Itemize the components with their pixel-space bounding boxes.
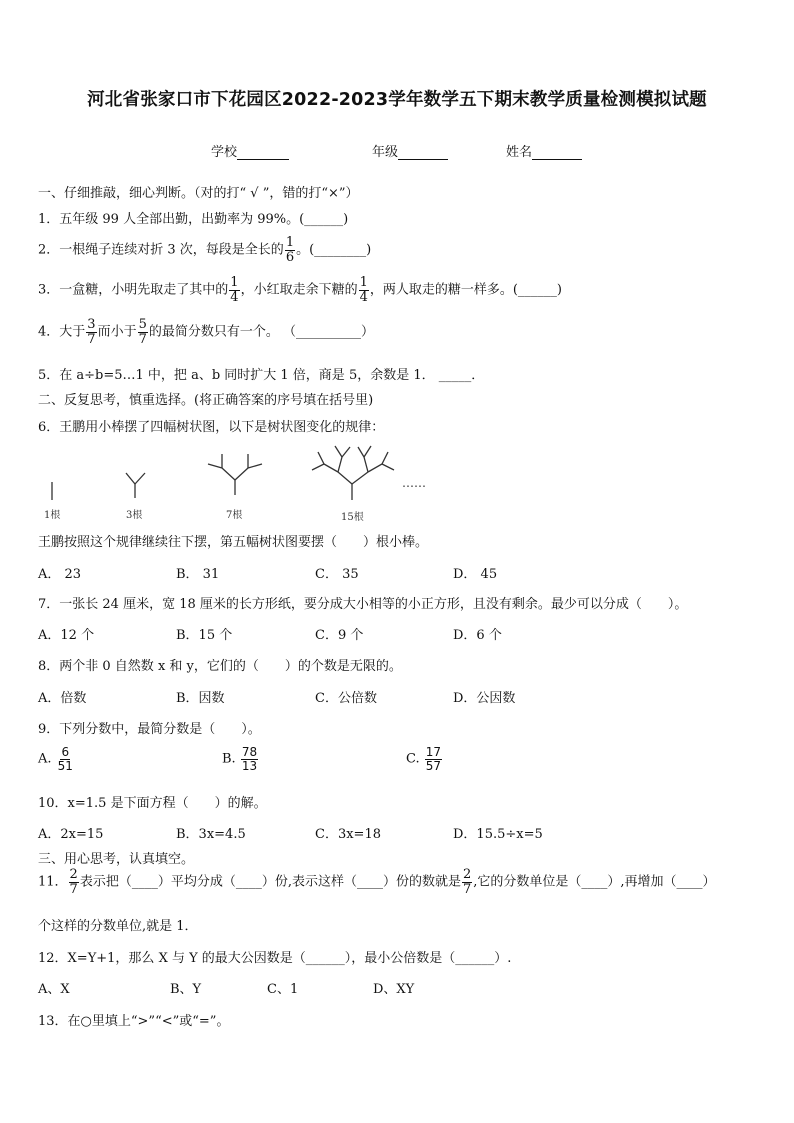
numerator: 3	[87, 317, 96, 332]
name-label: 姓名	[506, 145, 533, 160]
grade-label: 年级	[372, 145, 399, 160]
question-7: 7．一张长 24 厘米，宽 18 厘米的长方形纸，要分成大小相等的小正方形，且没有剩余。最少可以分成（ ）。	[38, 597, 688, 612]
q9-option-a[interactable]	[38, 746, 75, 772]
q8-option-a[interactable]: A．倍数	[38, 691, 87, 706]
q4-text-c: 的最简分数只有一个。 （__________）	[148, 324, 374, 340]
tree-1-label: 1根	[44, 510, 61, 521]
denominator: 6	[285, 249, 295, 265]
q6-option-a[interactable]: A． 23	[38, 567, 82, 582]
section-1-heading: 一、仔细推敲，细心判断。（对的打“ √ ”，错的打“×”）	[38, 186, 359, 201]
q8-option-b[interactable]: B．因数	[176, 691, 225, 706]
grade-blank[interactable]	[398, 159, 448, 160]
question-5: 5．在 a÷b=5…1 中，把 a、b 同时扩大 1 倍，商是 5，余数是 1． _____．	[38, 368, 485, 383]
q10-option-b[interactable]: B．3x=4.5	[176, 827, 246, 842]
q10-option-d[interactable]: D．15.5÷x=5	[453, 827, 543, 842]
numerator: 1	[285, 235, 295, 250]
question-13: 13．在○里填上“>”“<”或“=”。	[38, 1014, 230, 1029]
question-4	[38, 318, 374, 346]
q12-option-c[interactable]: C、1	[267, 982, 299, 997]
denominator: 7	[462, 881, 472, 897]
numerator: 17	[425, 745, 442, 759]
fraction	[138, 318, 148, 346]
name-blank[interactable]	[532, 159, 582, 160]
tree-3-label: 3根	[126, 510, 143, 521]
school-field	[211, 141, 289, 160]
numerator: 2	[462, 867, 472, 882]
q4-text-a: 4．大于	[38, 324, 86, 340]
q11-number: 11．	[38, 874, 68, 890]
option-label: B.	[222, 751, 236, 767]
fraction	[229, 276, 239, 304]
numerator: 1	[359, 275, 368, 290]
q12-option-d[interactable]: D、XY	[373, 982, 415, 997]
q9-option-c[interactable]	[406, 746, 443, 772]
option-label: A.	[38, 751, 52, 767]
denominator: 7	[87, 331, 96, 347]
q7-option-a[interactable]: A．12 个	[38, 628, 95, 643]
q12-option-b[interactable]: B、Y	[170, 982, 202, 997]
question-12: 12．X=Y+1，那么 X 与 Y 的最大公因数是（______），最小公倍数是（______）.	[38, 951, 512, 966]
numerator: 1	[230, 275, 239, 290]
question-11	[38, 868, 716, 896]
q4-text-b: 而小于	[97, 324, 137, 340]
fraction	[69, 868, 79, 896]
q6-option-b[interactable]: B． 31	[176, 567, 220, 582]
denominator: 51	[57, 758, 73, 773]
fraction	[57, 746, 74, 772]
fraction	[241, 746, 258, 772]
q2-text-a: 2．一根绳子连续对折 3 次，每段是全长的	[38, 242, 284, 258]
fraction	[462, 868, 472, 896]
numerator: 5	[138, 317, 147, 332]
tree-7	[208, 454, 262, 495]
section-2-heading: 二、反复思考，慎重选择。(将正确答案的序号填在括号里)	[38, 393, 374, 408]
option-label: C.	[406, 751, 420, 767]
q3-text-a: 3．一盒糖，小明先取走了其中的	[38, 282, 229, 298]
numerator: 2	[69, 867, 78, 882]
question-6-prompt: 王鹏按照这个规律继续往下摆，第五幅树状图要摆（ ）根小棒。	[38, 535, 429, 550]
denominator: 7	[69, 881, 78, 897]
fraction	[425, 746, 442, 772]
q6-option-d[interactable]: D． 45	[453, 567, 498, 582]
denominator: 7	[138, 331, 147, 347]
numerator: 78	[241, 745, 258, 759]
q3-text-c: ，两人取走的糖一样多。(______)	[369, 282, 563, 298]
q12-option-a[interactable]: A、X	[38, 982, 70, 997]
question-3	[38, 276, 562, 304]
school-blank[interactable]	[237, 159, 289, 160]
fraction	[359, 276, 369, 304]
fraction	[86, 318, 96, 346]
tree-15	[312, 446, 394, 500]
question-9: 9．下列分数中，最简分数是（ ）。	[38, 722, 261, 737]
section-3-heading: 三、用心思考，认真填空。	[38, 852, 195, 867]
q2-text-b: 。(________)	[296, 242, 372, 258]
q3-text-b: ，小红取走余下糖的	[240, 282, 358, 298]
denominator: 4	[359, 289, 368, 305]
q7-option-b[interactable]: B．15 个	[176, 628, 233, 643]
q7-option-d[interactable]: D．6 个	[453, 628, 502, 643]
q9-option-b[interactable]	[222, 746, 259, 772]
school-label: 学校	[211, 145, 238, 160]
q8-option-d[interactable]: D．公因数	[453, 691, 516, 706]
numerator: 6	[61, 745, 70, 759]
grade-field	[372, 141, 448, 160]
q11-text-c: ,它的分数单位是（____）,再增加（____）	[473, 874, 716, 890]
tree-3	[126, 473, 145, 498]
q10-option-a[interactable]: A．2x=15	[38, 827, 104, 842]
denominator: 57	[425, 758, 442, 773]
q7-option-c[interactable]: C．9 个	[315, 628, 364, 643]
tree-ellipsis: ……	[402, 476, 426, 490]
q10-option-c[interactable]: C．3x=18	[315, 827, 381, 842]
denominator: 13	[241, 758, 258, 773]
fraction	[285, 236, 295, 264]
tree-15-label: 15根	[341, 512, 364, 523]
question-6: 6．王鹏用小棒摆了四幅树状图，以下是树状图变化的规律：	[38, 420, 385, 435]
q11-text-b: 表示把（____）平均分成（____）份,表示这样（____）份的数就是	[79, 874, 461, 890]
question-11-continued: 个这样的分数单位,就是 1．	[38, 919, 198, 934]
name-field	[506, 141, 582, 160]
denominator: 4	[230, 289, 239, 305]
question-10: 10．x=1.5 是下面方程（ ）的解。	[38, 796, 267, 811]
question-8: 8．两个非 0 自然数 x 和 y，它们的（ ）的个数是无限的。	[38, 659, 402, 674]
question-2	[38, 236, 371, 264]
page-title: 河北省张家口市下花园区2022-2023学年数学五下期末教学质量检测模拟试题	[87, 90, 707, 110]
question-1: 1．五年级 99 人全部出勤，出勤率为 99%。(______)	[38, 212, 349, 227]
q8-option-c[interactable]: C．公倍数	[315, 691, 377, 706]
q6-option-c[interactable]: C． 35	[315, 567, 359, 582]
tree-7-label: 7根	[226, 510, 243, 521]
